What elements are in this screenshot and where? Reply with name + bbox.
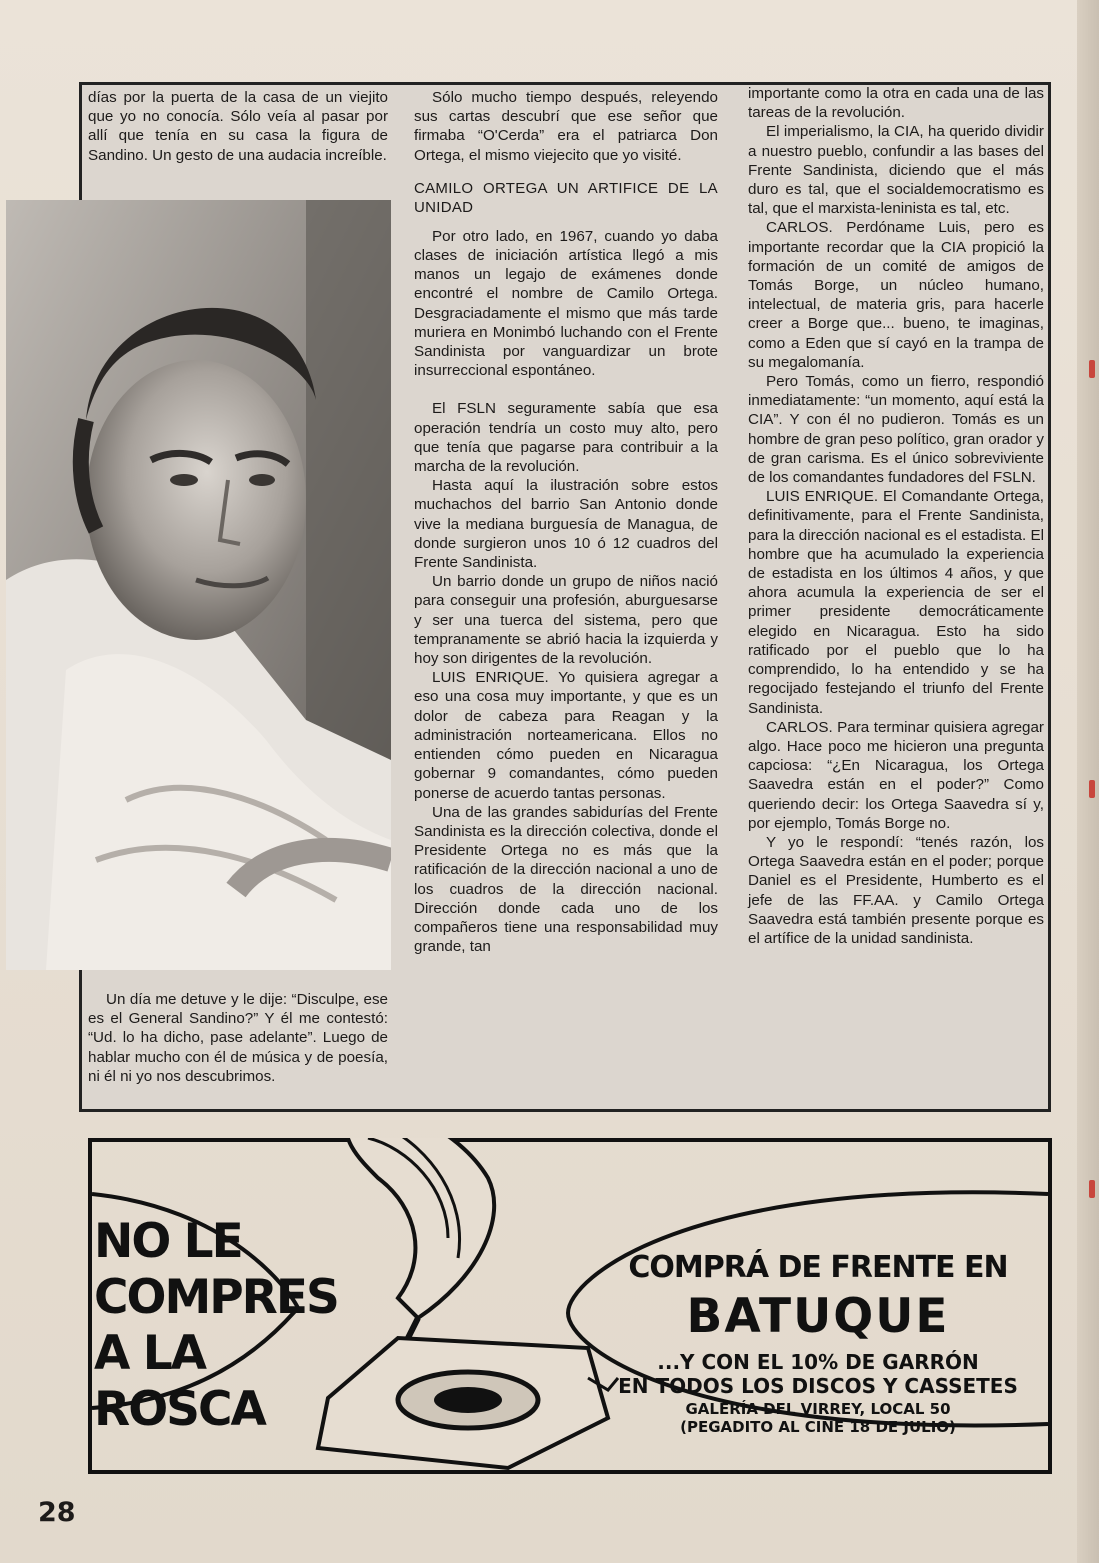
paragraph: Un barrio donde un grupo de niños nació para conseguir una profesión, aburguesarse y ser una tuerca del sistema, pero que tempranamente se abrió hacia la izquierda y hoy son dirigentes de la revolución. [414,573,718,668]
slogan-line: ROSCA [94,1382,265,1437]
paragraph: días por la puerta de la casa de un viejito que yo no conocía. Sólo veía al pasar por allí que tenía en su casa la figura de Sandino. Un gesto de una audacia increíble. [88,89,388,164]
store-address: GALERÍA DEL VIRREY, LOCAL 50 [685,1400,951,1418]
paragraph: Un día me detuve y le dije: “Disculpe, ese es el General Sandino?” Y él me contestó: “Ud. lo ha dicho, pase adelante”. Luego de hablar mucho con él de música y de poesía, ni él ni yo nos descubrimos. [88,991,388,1085]
paragraph: El FSLN seguramente sabía que esa operación tendría un costo muy alto, pero que tenía que pagarse para contribuir a la marcha de la revolución. [414,400,718,476]
section-heading: CAMILO ORTEGA UN ARTIFICE DE LA UNIDAD [414,179,718,216]
paragraph: El imperialismo, la CIA, ha querido dividir a nuestro pueblo, confundir a las bases del Frente Sandinista, diciendo que el más duro es tal, que el socialdemocratismo es tal, que el marxista-leninista es tal, etc. [748,123,1044,218]
paragraph: Pero Tomás, como un fierro, respondió inmediatamente: “un momento, aquí está la CIA”. Y con él no pudieron. Tomás es un hombre de gran peso político, gran orador y de gran carisma. Es el único sobreviviente de los comandantes fundadores del FSLN. [748,373,1044,487]
ad-store-info [608,1250,1028,1436]
column-3 [748,84,1044,948]
paragraph: Hasta aquí la ilustración sobre estos muchachos del barrio San Antonio donde vive la mediana burguesía de Managua, de donde surgieron unos 10 ó 12 cuadros del Frente Sandinista. [414,477,718,572]
ad-slogan [94,1214,338,1438]
page-tear-mark [1089,1180,1095,1198]
portrait-photo [6,200,391,970]
store-landmark: (PEGADITO AL CINE 18 DE JULIO) [680,1418,956,1436]
slogan-line: COMPRES [94,1270,338,1325]
paragraph: CARLOS. Perdóname Luis, pero es importante recordar que la CIA propició la formación de un comité de amigos de Tomás Borge, un núcleo humano, intelectual, de materia gris, para hacerle creer a Borge que... bueno, te imaginas, como a Eden que sí cayó en la trampa de su megalomanía. [748,219,1044,371]
slogan-line: A LA [94,1326,206,1381]
ad-headline: COMPRÁ DE FRENTE EN [628,1250,1008,1285]
store-name: BATUQUE [686,1289,950,1344]
portrait-illustration [6,200,391,970]
paragraph: Por otro lado, en 1967, cuando yo daba clases de iniciación artística llegó a mis manos un legajo de exámenes donde encontré el nombre de Camilo Ortega. Desgraciadamente el mismo que más tarde muriera en Monimbó luchando con el Frente Sandinista por vanguardizar un brote insurreccional espontáneo. [414,227,718,380]
slogan-line: NO LE [94,1214,242,1269]
column-2 [414,88,718,956]
ad-discount: ...Y CON EL 10% DE GARRÓN [657,1350,979,1374]
page-tear-mark [1089,360,1095,378]
page-tear-mark [1089,780,1095,798]
paragraph: importante como la otra en cada una de las tareas de la revolución. [748,85,1044,122]
paragraph: Y yo le respondí: “tenés razón, los Ortega Saavedra están en el poder; porque Daniel es el Presidente, Humberto es el jefe de las FF.AA. y Camilo Ortega Saavedra está también presente porque es el artífice de la unidad sandinista. [748,833,1044,947]
paragraph: LUIS ENRIQUE. El Comandante Ortega, definitivamente, para el Frente Sandinista, para la dirección nacional es el estadista. El hombre que ha acumulado la experiencia de estadista en los últimos 4 años, y que ahora acumula la experiencia de ser el primer presidente democráticamente elegido en Nicaragua. Esto ha sido ratificado por el pueblo que lo ha comprendido, lo ha entendido y se ha regocijado festejando el triunfo del Frente Sandinista. [748,488,1044,717]
paragraph: CARLOS. Para terminar quisiera agregar algo. Hace poco me hicieron una pregunta capciosa: “¿En Nicaragua, los Ortega Saavedra están en el poder?” Como queriendo decir: los Ortega Saavedra sí y, por ejemplo, Tomás Borge no. [748,718,1044,832]
column-1-bottom [88,990,388,1086]
ad-products: EN TODOS LOS DISCOS Y CASSETES [618,1374,1018,1398]
page-edge [1077,0,1099,1563]
page-number: 28 [38,1497,76,1528]
paragraph: LUIS ENRIQUE. Yo quisiera agregar a eso una cosa muy importante, y que es un dolor de cabeza para Reagan y la administración norteamericana. Ellos no entienden cómo pueden en Nicaragua gobernar 9 comandantes, cómo pueden ponerse de acuerdo tantas personas. [414,669,718,802]
paragraph: Sólo mucho tiempo después, releyendo sus cartas descubrí que ese señor que firmaba “O'Cerda” era el patriarca Don Ortega, el mismo viejecito que yo visité. [414,89,718,164]
advertisement [88,1138,1060,1478]
paragraph: Una de las grandes sabidurías del Frente Sandinista es la dirección colectiva, donde el Presidente Ortega no es más que la ratificación de la dirección nacional a uno de los cuadros de la dirección nacional. Dirección donde cada uno de los compañeros tiene una responsabilidad muy grande, tan [414,803,718,956]
column-1-top [88,88,388,165]
